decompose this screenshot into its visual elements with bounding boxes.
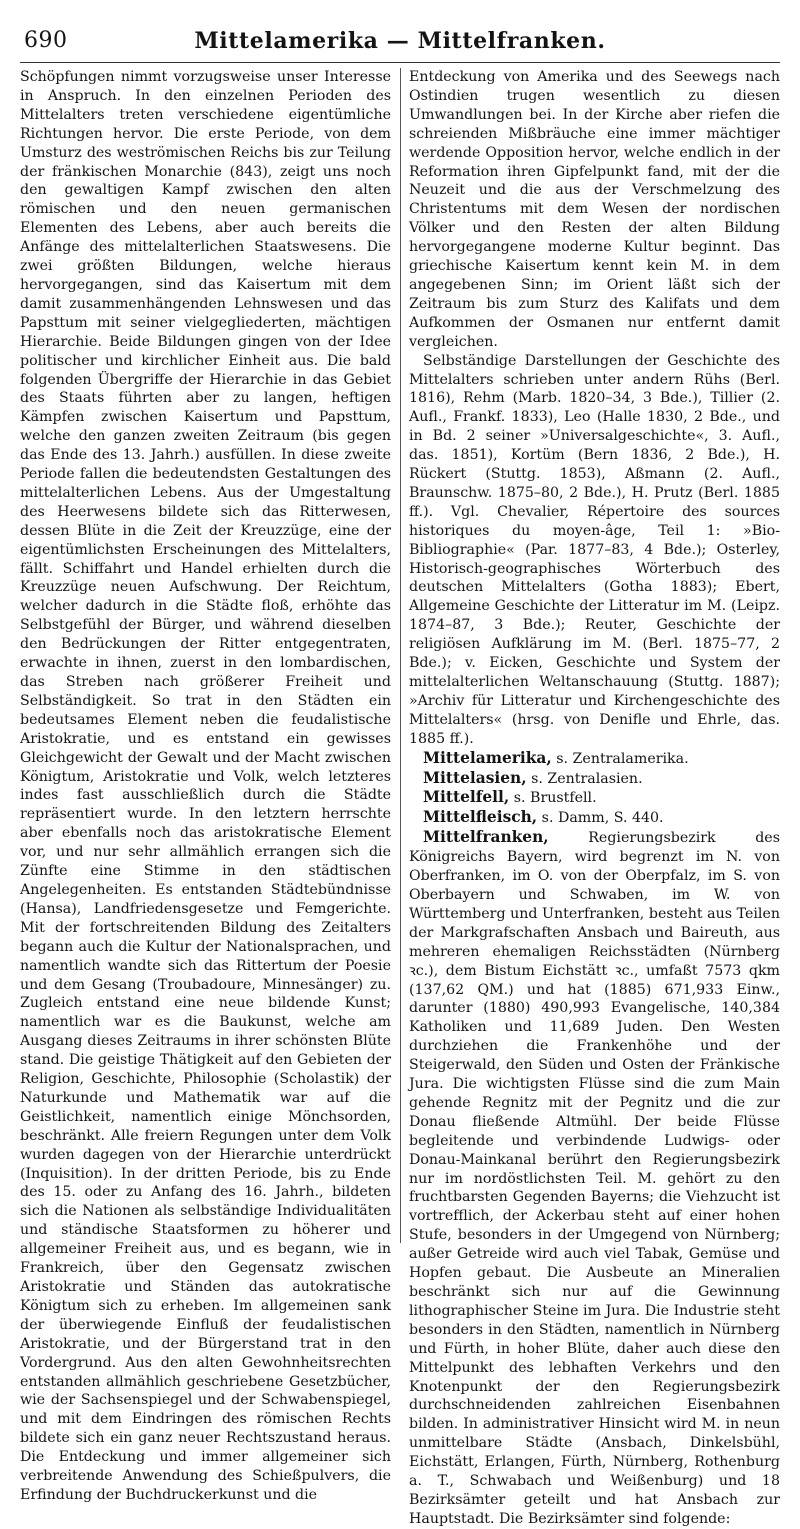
entry-text: s. Zentralamerika. bbox=[551, 750, 689, 767]
left-column bbox=[20, 68, 391, 1503]
entry-mittelfranken bbox=[409, 828, 780, 1529]
left-paragraph: Schöpfungen nimmt vorzugsweise unser Interesse in Anspruch. In den einzelnen Perioden des Mittelalters treten verschiedene eigentümliche Richtungen hervor. Die erste Periode, von dem Umsturz des weströmischen Reichs bis zur Teilung der fränkischen Monarchie (843), zeigt uns noch den gewaltigen Kampf zwischen den alten römischen und den neuen germanischen Elementen des Lebens, aber auch bereits die Anfänge des mittelalterlichen Staatswesens. Die zwei größten Bildungen, welche hieraus hervorgegangen, sind das Kaisertum mit dem damit zusammenhängenden Lehnswesen und das Papsttum mit seiner vielgegliederten, mächtigen Hierarchie. Beide Bildungen gingen von der Idee politischer und kirchlicher Einheit aus. Die bald folgenden Übergriffe der Hierarchie in das Gebiet des Staats führten aber zu langen, heftigen Kämpfen zwischen Kaisertum und Papsttum, welche den ganzen zweiten Zeitraum (bis gegen das Ende des 13. Jahrh.) ausfüllen. In diese zweite Periode fallen die bedeutendsten Gestaltungen des mittelalterlichen Lebens. Aus der Umgestaltung des Heerwesens bildete sich das Ritterwesen, dessen Blüte in die Zeit der Kreuzzüge, eine der eigentümlichsten Erscheinungen des Mittelalters, fällt. Schiffahrt und Handel erhielten durch die Kreuzzüge neuen Aufschwung. Der Reichtum, welcher dadurch in die Städte floß, erhöhte das Selbstgefühl der Bürger, und während dieselben den Bedrückungen der Ritter entgegentraten, erwachte in ihnen, zuerst in den lombardischen, das Streben nach größerer Freiheit und Selbständigkeit. So trat in den Städten ein bedeutsames Element neben die feudalistische Aristokratie, und es entstand ein gewisses Gleichgewicht der Gewalt und der Macht zwischen Königtum, Aristokratie und Volk, welch letzteres indes fast ausschließlich durch die Städte repräsentiert wurde. In den letztern herrschte aber ebenfalls noch das aristokratische Element vor, und nur sehr allmählich errangen sich die Zünfte eine Stimme in den städtischen Angelegenheiten. Es entstanden Städtebündnisse (Hansa), Landfriedensgesetze und Femgerichte. Mit der fortschreitenden Bildung des Zeitalters begann auch die Kultur der Nationalsprachen, und namentlich wandte sich das Rittertum der Poesie und dem Gesang (Troubadoure, Minnesänger) zu. Zugleich entstand eine neue bildende Kunst; namentlich war es die Baukunst, welche am Ausgang dieses Zeitraums in ihrer schönsten Blüte stand. Die geistige Thätigkeit auf den Gebieten der Religion, Geschichte, Philosophie (Scholastik) der Naturkunde und Mathematik war auf die Geistlichkeit, namentlich einige Mönchsorden, beschränkt. Alle freiern Regungen unter dem Volk wurden dagegen von der Hierarchie unterdrückt (Inquisition). In der dritten Periode, bis zu Ende des 15. oder zu Anfang des 16. Jahrh., bildeten sich die Nationen als selbständige Individualitäten und ständische Staatsformen zu höherer und allgemeiner Freiheit aus, und es begann, wie in Frankreich, über den Gegensatz zwischen Aristokratie und Ständen das autokratische Königtum sich zu erheben. Im allgemeinen sank der überwiegende Einfluß der feudalistischen Aristokratie, und der Bürgerstand trat in den Vordergrund. Aus den alten Gewohnheitsrechten entstanden allmählich geschriebene Gesetzbücher, wie der Sachsenspiegel und der Schwabenspiegel, und mit dem Eindringen des römischen Rechts bildete sich ein ganz neuer Rechtszustand heraus. Die Entdeckung und immer allgemeiner sich verbreitende Anwendung des Schießpulvers, die Erfindung der Buchdruckerkunst und die bbox=[20, 69, 391, 1503]
entry-headword: Mittelfell, bbox=[423, 788, 510, 807]
entry-mittelfell bbox=[409, 788, 780, 808]
right-column bbox=[409, 68, 780, 1527]
entry-headword: Mittelfranken, bbox=[423, 828, 549, 847]
entry-text: s. Zentralasien. bbox=[526, 770, 643, 787]
entry-mittelfleisch bbox=[409, 808, 780, 828]
entry-headword: Mittelfleisch, bbox=[423, 808, 538, 827]
entry-text: s. Brustfell. bbox=[509, 790, 597, 807]
running-title: Mittelamerika — Mittelfranken. bbox=[194, 28, 606, 54]
entry-headword: Mittelamerika, bbox=[423, 748, 552, 767]
column-divider bbox=[400, 68, 401, 1243]
text-columns bbox=[20, 68, 780, 1527]
right-paragraph-1: Entdeckung von Amerika und des Seewegs nach Ostindien trugen wesentlich zu diesen Umwandlungen bei. In der Kirche aber riefen die schreienden Mißbräuche eine immer mächtiger werdende Opposition hervor, welche endlich in der Reformation ihren Gipfelpunkt fand, mit der die Neuzeit und die aus der Verschmelzung des Christentums mit dem Wesen der nordischen Völker und den Resten der alten Bildung hervorgegangene moderne Kultur beginnt. Das griechische Kaisertum kennt kein M. in dem angegebenen Sinn; im Orient läßt sich der Zeitraum bis zum Sturz des Kalifats und dem Aufkommen der Osmanen nur entfernt damit vergleichen. bbox=[409, 69, 780, 350]
entry-text: s. Damm, S. 440. bbox=[537, 810, 664, 827]
page-number: 690 bbox=[24, 28, 68, 53]
header-rule bbox=[20, 62, 780, 63]
entry-headword: Mittelasien, bbox=[423, 768, 527, 787]
page-header bbox=[20, 28, 780, 68]
right-paragraph-bibliography: Selbständige Darstellungen der Geschichte des Mittelalters schrieben unter andern Rühs (Berl. 1816), Rehm (Marb. 1820–34, 3 Bde.), Tillier (2. Aufl., Frankf. 1833), Leo (Halle 1830, 2 Bde., und in Bd. 2 seiner »Universalgeschichte«, 3. Aufl., das. 1851), Kortüm (Bern 1836, 2 Bde.), H. Rückert (Stuttg. 1853), Aßmann (2. Aufl., Braunschw. 1875–80, 2 Bde.), H. Prutz (Berl. 1885 ff.). Vgl. Chevalier, Répertoire des sources historiques du moyen-âge, Teil 1: »Bio-Bibliographie« (Par. 1877–83, 4 Bde.); Osterley, Historisch-geographisches Wörterbuch des deutschen Mittelalters (Gotha 1883); Ebert, Allgemeine Geschichte der Litteratur im M. (Leipz. 1874–87, 3 Bde.); Reuter, Geschichte der religiösen Aufklärung im M. (Berl. 1875–77, 2 Bde.); v. Eicken, Geschichte und System der mittelalterlichen Weltanschauung (Stuttg. 1887); »Archiv für Litteratur und Kirchengeschichte des Mittelalters« (hrsg. von Denifle und Ehrle, das. 1885 ff.). bbox=[409, 352, 780, 747]
entry-mittelasien bbox=[409, 769, 780, 789]
entry-mittelamerika bbox=[409, 749, 780, 769]
entry-text: Regierungsbezirk des Königreichs Bayern, wird begrenzt im N. von Oberfranken, im O. von der Oberpfalz, im S. von Oberbayern und Schwaben, im W. von Württemberg und Unterfranken, besteht aus Teilen der Markgrafschaften Ansbach und Baireuth, aus mehreren ehemaligen Reichsstädten (Nürnberg ꝛc.), dem Bistum Eichstätt ꝛc., umfaßt 7573 qkm (137,62 QM.) und hat (1885) 671,933 Einw., darunter (1880) 490,993 Evangelische, 140,384 Katholiken und 11,689 Juden. Den Westen durchziehen die Frankenhöhe und der Steigerwald, den Süden und Osten der Fränkische Jura. Die wichtigsten Flüsse sind die zum Main gehende Regnitz mit der Pegnitz und die zur Donau fließende Altmühl. Der beide Flüsse begleitende und verbindende Ludwigs- oder Donau-Mainkanal berührt den Regierungsbezirk nur im nordöstlichsten Teil. M. gehört zu den fruchtbarsten Gegenden Bayerns; die Viehzucht ist vortrefflich, der Ackerbau steht auf einer hohen Stufe, besonders in der Umgegend von Nürnberg; außer Getreide wird auch viel Tabak, Gemüse und Hopfen gebaut. Die Ausbeute an Mineralien beschränkt sich nur auf die Gewinnung lithographischer Steine im Jura. Die Industrie steht besonders in den Städten, namentlich in Nürnberg und Fürth, in hoher Blüte, daher auch diese den Mittelpunkt des lebhaften Verkehrs und den Knotenpunkt der den Regierungsbezirk durchschneidenden zahlreichen Eisenbahnen bilden. In administrativer Hinsicht wird M. in neun unmittelbare Städte (Ansbach, Dinkelsbühl, Eichstätt, Erlangen, Fürth, Nürnberg, Rothenburg a. T., Schwabach und Weißenburg) und 18 Bezirksämter geteilt und hat Ansbach zur Hauptstadt. Die Bezirksämter sind folgende: bbox=[409, 830, 780, 1527]
